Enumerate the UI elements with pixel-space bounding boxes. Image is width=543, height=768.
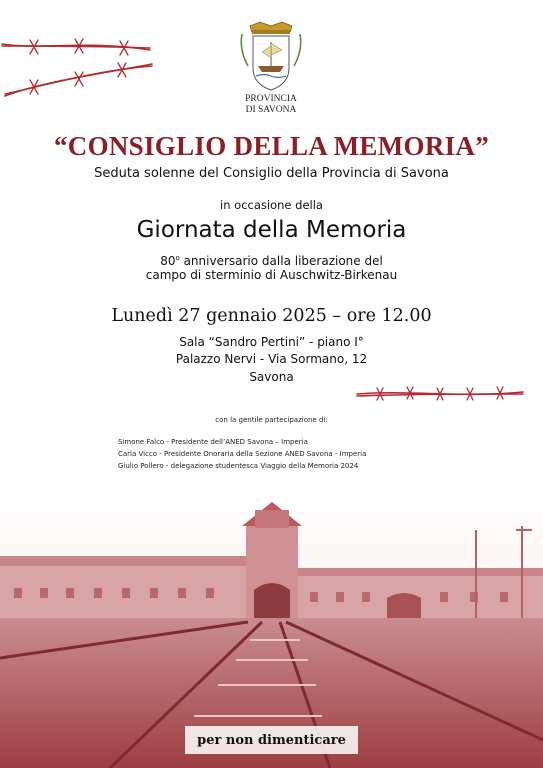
- barbed-wire-right-icon: [355, 380, 525, 410]
- occasion-text: in occasione della: [220, 198, 323, 212]
- auschwitz-gate-photo: [0, 490, 543, 768]
- venue-building: Palazzo Nervi - Via Sormano, 12: [175, 352, 368, 366]
- participant-item: Carla Vicco - Presidente Onoraria della Sezione ANED Savona - Imperia: [118, 450, 367, 458]
- anniversary-line1: [0, 254, 543, 268]
- crest-label-line1: PROVINCIA: [245, 94, 297, 104]
- event-title: Giornata della Memoria: [136, 217, 407, 243]
- anniversary-ordinal: o: [175, 254, 180, 262]
- province-crest-icon: [236, 20, 306, 94]
- anniversary-number: 80: [160, 254, 176, 268]
- anniversary-line2: campo di sterminio di Auschwitz-Birkenau: [145, 268, 398, 282]
- event-date: Lunedì 27 gennaio 2025 – ore 12.00: [111, 306, 432, 326]
- venue-city: Savona: [249, 370, 294, 384]
- subtitle: Seduta solenne del Consiglio della Provincia di Savona: [94, 166, 449, 181]
- participant-item: Giulio Pollero - delegazione studentesca Viaggio della Memoria 2024: [118, 462, 359, 470]
- crest-label: [221, 94, 321, 116]
- anniversary-text: anniversario dalla liberazione del: [179, 254, 383, 268]
- participants-list: [118, 436, 366, 472]
- participation-intro: con la gentile partecipazione di:: [215, 416, 328, 424]
- slogan: per non dimenticare: [197, 733, 346, 748]
- venue-room: Sala “Sandro Pertini” - piano I°: [179, 335, 364, 349]
- barbed-wire-top-left-icon: [0, 36, 165, 111]
- crest-label-line2: DI SAVONA: [245, 105, 297, 115]
- main-title: “CONSIGLIO DELLA MEMORIA”: [53, 131, 490, 161]
- participant-item: Simone Falco - Presidente dell’ANED Savona – Imperia: [118, 438, 308, 446]
